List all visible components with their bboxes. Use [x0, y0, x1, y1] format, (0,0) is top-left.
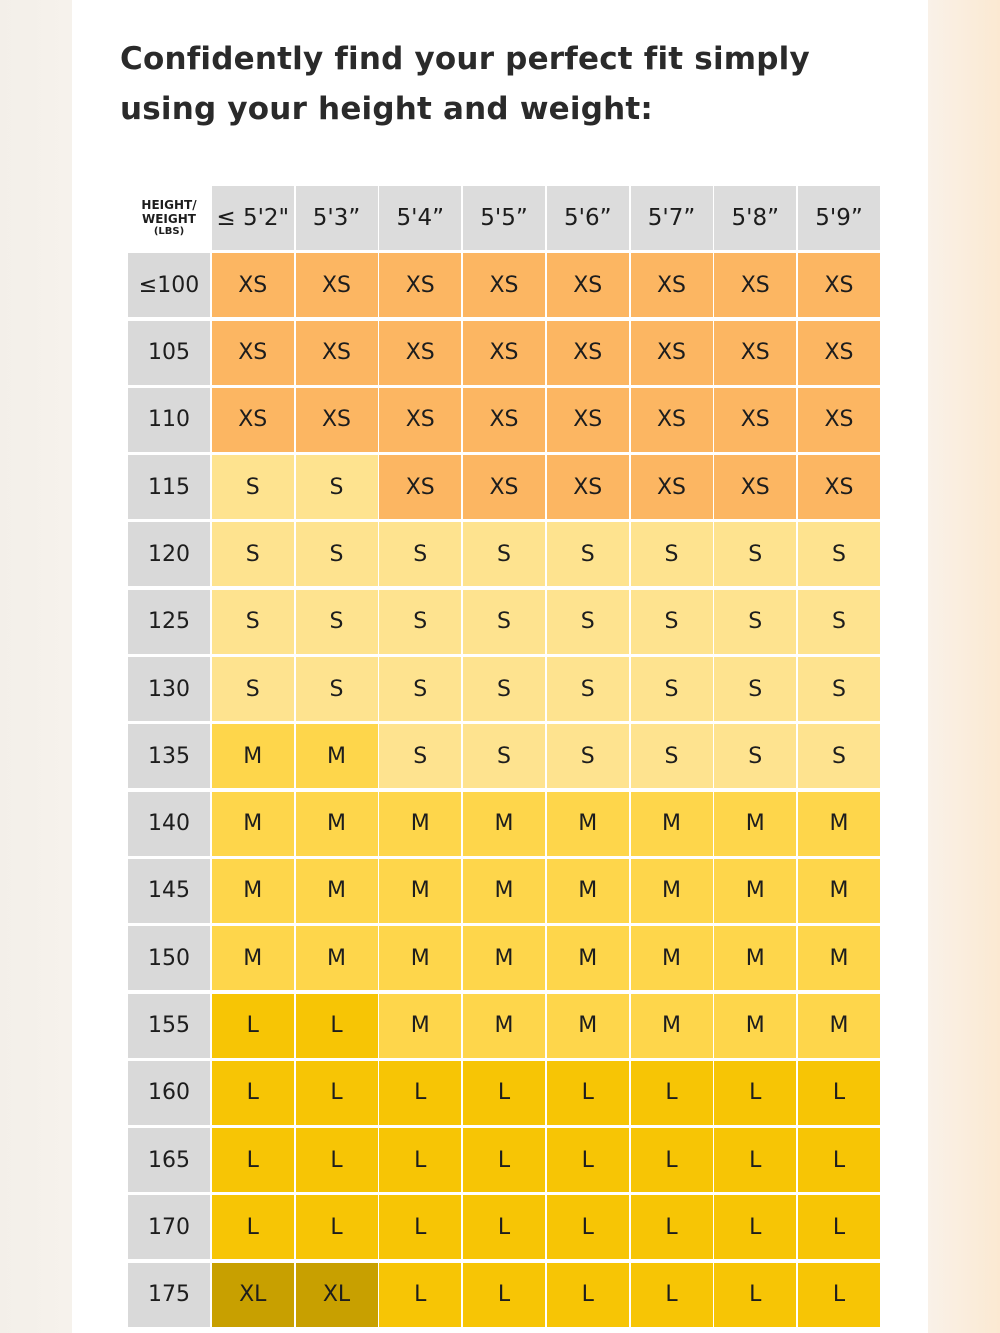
row-header-weight: 130: [128, 657, 210, 721]
size-cell: L: [547, 1263, 629, 1327]
size-cell: S: [547, 590, 629, 654]
size-cell: M: [631, 926, 713, 990]
size-cell: S: [212, 455, 294, 519]
row-header-weight: 120: [128, 522, 210, 586]
size-cell: S: [379, 522, 461, 586]
size-cell: XS: [798, 321, 880, 385]
size-cell: M: [463, 859, 545, 923]
size-cell: XS: [296, 321, 378, 385]
row-header-weight: 115: [128, 455, 210, 519]
size-cell: S: [296, 455, 378, 519]
size-cell: L: [463, 1061, 545, 1125]
size-cell: S: [714, 657, 796, 721]
size-cell: S: [379, 657, 461, 721]
table-corner-header: [128, 186, 210, 250]
size-cell: M: [798, 859, 880, 923]
column-header-height: 5'8”: [714, 186, 796, 250]
size-cell: L: [798, 1061, 880, 1125]
size-cell: L: [212, 1195, 294, 1259]
size-cell: L: [798, 1195, 880, 1259]
size-cell: L: [463, 1128, 545, 1192]
column-header-height: 5'6”: [547, 186, 629, 250]
size-cell: L: [631, 1061, 713, 1125]
size-cell: XS: [714, 388, 796, 452]
size-cell: S: [798, 590, 880, 654]
size-cell: L: [631, 1128, 713, 1192]
size-cell: M: [631, 792, 713, 856]
size-cell: M: [547, 994, 629, 1058]
size-cell: M: [296, 926, 378, 990]
size-cell: L: [212, 1061, 294, 1125]
page-title: [120, 34, 880, 134]
size-cell: XS: [547, 253, 629, 317]
size-cell: S: [714, 522, 796, 586]
size-cell: XS: [631, 321, 713, 385]
size-cell: M: [212, 792, 294, 856]
size-cell: L: [379, 1128, 461, 1192]
size-cell: XS: [296, 253, 378, 317]
size-cell: S: [798, 724, 880, 788]
size-cell: M: [379, 994, 461, 1058]
size-cell: S: [296, 590, 378, 654]
size-cell: XL: [212, 1263, 294, 1327]
size-cell: L: [631, 1195, 713, 1259]
size-cell: S: [296, 522, 378, 586]
size-cell: M: [714, 859, 796, 923]
size-cell: M: [547, 792, 629, 856]
size-cell: S: [631, 522, 713, 586]
size-cell: S: [212, 522, 294, 586]
size-cell: S: [463, 522, 545, 586]
column-header-height: 5'9”: [798, 186, 880, 250]
size-cell: L: [798, 1128, 880, 1192]
size-cell: S: [714, 590, 796, 654]
page-title-line-2: using your height and weight:: [120, 91, 653, 127]
size-cell: M: [296, 724, 378, 788]
size-cell: XS: [379, 388, 461, 452]
size-cell: S: [547, 724, 629, 788]
size-cell: XS: [631, 388, 713, 452]
size-cell: M: [547, 859, 629, 923]
size-cell: M: [631, 859, 713, 923]
size-cell: XS: [463, 455, 545, 519]
size-cell: XS: [212, 388, 294, 452]
size-cell: L: [714, 1128, 796, 1192]
size-cell: XS: [798, 388, 880, 452]
size-cell: L: [379, 1263, 461, 1327]
size-cell: S: [631, 724, 713, 788]
size-cell: XS: [547, 321, 629, 385]
row-header-weight: 140: [128, 792, 210, 856]
size-cell: L: [631, 1263, 713, 1327]
size-cell: XS: [379, 455, 461, 519]
size-cell: XS: [798, 253, 880, 317]
row-header-weight: 105: [128, 321, 210, 385]
size-cell: S: [212, 590, 294, 654]
size-cell: M: [631, 994, 713, 1058]
size-cell: XS: [547, 455, 629, 519]
size-cell: M: [212, 859, 294, 923]
size-cell: XS: [631, 455, 713, 519]
row-header-weight: 155: [128, 994, 210, 1058]
size-cell: L: [296, 1061, 378, 1125]
column-header-height: ≤ 5'2": [212, 186, 294, 250]
corner-weight-label: WEIGHT: [142, 212, 196, 226]
size-cell: XS: [212, 321, 294, 385]
size-cell: L: [463, 1195, 545, 1259]
size-cell: S: [798, 522, 880, 586]
size-cell: L: [379, 1061, 461, 1125]
row-header-weight: 125: [128, 590, 210, 654]
size-cell: M: [296, 792, 378, 856]
size-cell: M: [798, 792, 880, 856]
size-cell: M: [798, 994, 880, 1058]
row-header-weight: 160: [128, 1061, 210, 1125]
corner-height-label: HEIGHT/: [141, 198, 197, 212]
size-cell: S: [547, 522, 629, 586]
size-cell: M: [212, 926, 294, 990]
size-cell: XS: [463, 388, 545, 452]
row-header-weight: 170: [128, 1195, 210, 1259]
size-cell: M: [714, 994, 796, 1058]
column-header-height: 5'4”: [379, 186, 461, 250]
size-cell: S: [631, 657, 713, 721]
size-cell: L: [296, 1128, 378, 1192]
size-cell: M: [714, 926, 796, 990]
size-cell: M: [547, 926, 629, 990]
size-cell: XL: [296, 1263, 378, 1327]
size-cell: XS: [714, 321, 796, 385]
size-cell: S: [463, 590, 545, 654]
size-cell: S: [547, 657, 629, 721]
size-cell: M: [463, 792, 545, 856]
row-header-weight: 110: [128, 388, 210, 452]
size-cell: M: [296, 859, 378, 923]
size-cell: S: [379, 724, 461, 788]
size-cell: L: [714, 1061, 796, 1125]
size-cell: XS: [714, 455, 796, 519]
size-cell: L: [296, 994, 378, 1058]
row-header-weight: 135: [128, 724, 210, 788]
size-cell: S: [463, 657, 545, 721]
size-cell: XS: [379, 321, 461, 385]
size-cell: M: [714, 792, 796, 856]
size-cell: L: [463, 1263, 545, 1327]
size-cell: XS: [714, 253, 796, 317]
size-cell: L: [212, 994, 294, 1058]
size-cell: M: [463, 994, 545, 1058]
row-header-weight: 145: [128, 859, 210, 923]
size-cell: M: [798, 926, 880, 990]
size-cell: S: [212, 657, 294, 721]
size-cell: S: [379, 590, 461, 654]
size-cell: L: [714, 1263, 796, 1327]
size-cell: XS: [547, 388, 629, 452]
size-cell: XS: [631, 253, 713, 317]
size-cell: M: [379, 792, 461, 856]
size-cell: L: [296, 1195, 378, 1259]
column-header-height: 5'5”: [463, 186, 545, 250]
size-cell: M: [463, 926, 545, 990]
size-cell: XS: [212, 253, 294, 317]
row-header-weight: 175: [128, 1263, 210, 1327]
size-cell: L: [547, 1128, 629, 1192]
size-cell: L: [547, 1195, 629, 1259]
row-header-weight: ≤100: [128, 253, 210, 317]
size-cell: S: [296, 657, 378, 721]
size-cell: L: [547, 1061, 629, 1125]
size-cell: XS: [296, 388, 378, 452]
column-header-height: 5'7”: [631, 186, 713, 250]
size-cell: S: [631, 590, 713, 654]
size-cell: L: [379, 1195, 461, 1259]
column-header-height: 5'3”: [296, 186, 378, 250]
row-header-weight: 165: [128, 1128, 210, 1192]
size-cell: S: [798, 657, 880, 721]
size-cell: L: [798, 1263, 880, 1327]
page-title-line-1: Confidently find your perfect fit simply: [120, 41, 810, 77]
size-cell: XS: [463, 321, 545, 385]
row-header-weight: 150: [128, 926, 210, 990]
size-cell: M: [379, 926, 461, 990]
corner-unit-label: (LBS): [153, 226, 185, 237]
size-cell: XS: [379, 253, 461, 317]
size-cell: XS: [798, 455, 880, 519]
size-cell: M: [379, 859, 461, 923]
size-cell: S: [463, 724, 545, 788]
size-cell: M: [212, 724, 294, 788]
size-cell: L: [212, 1128, 294, 1192]
size-cell: L: [714, 1195, 796, 1259]
size-cell: XS: [463, 253, 545, 317]
size-cell: S: [714, 724, 796, 788]
size-chart-table: [128, 186, 880, 1327]
